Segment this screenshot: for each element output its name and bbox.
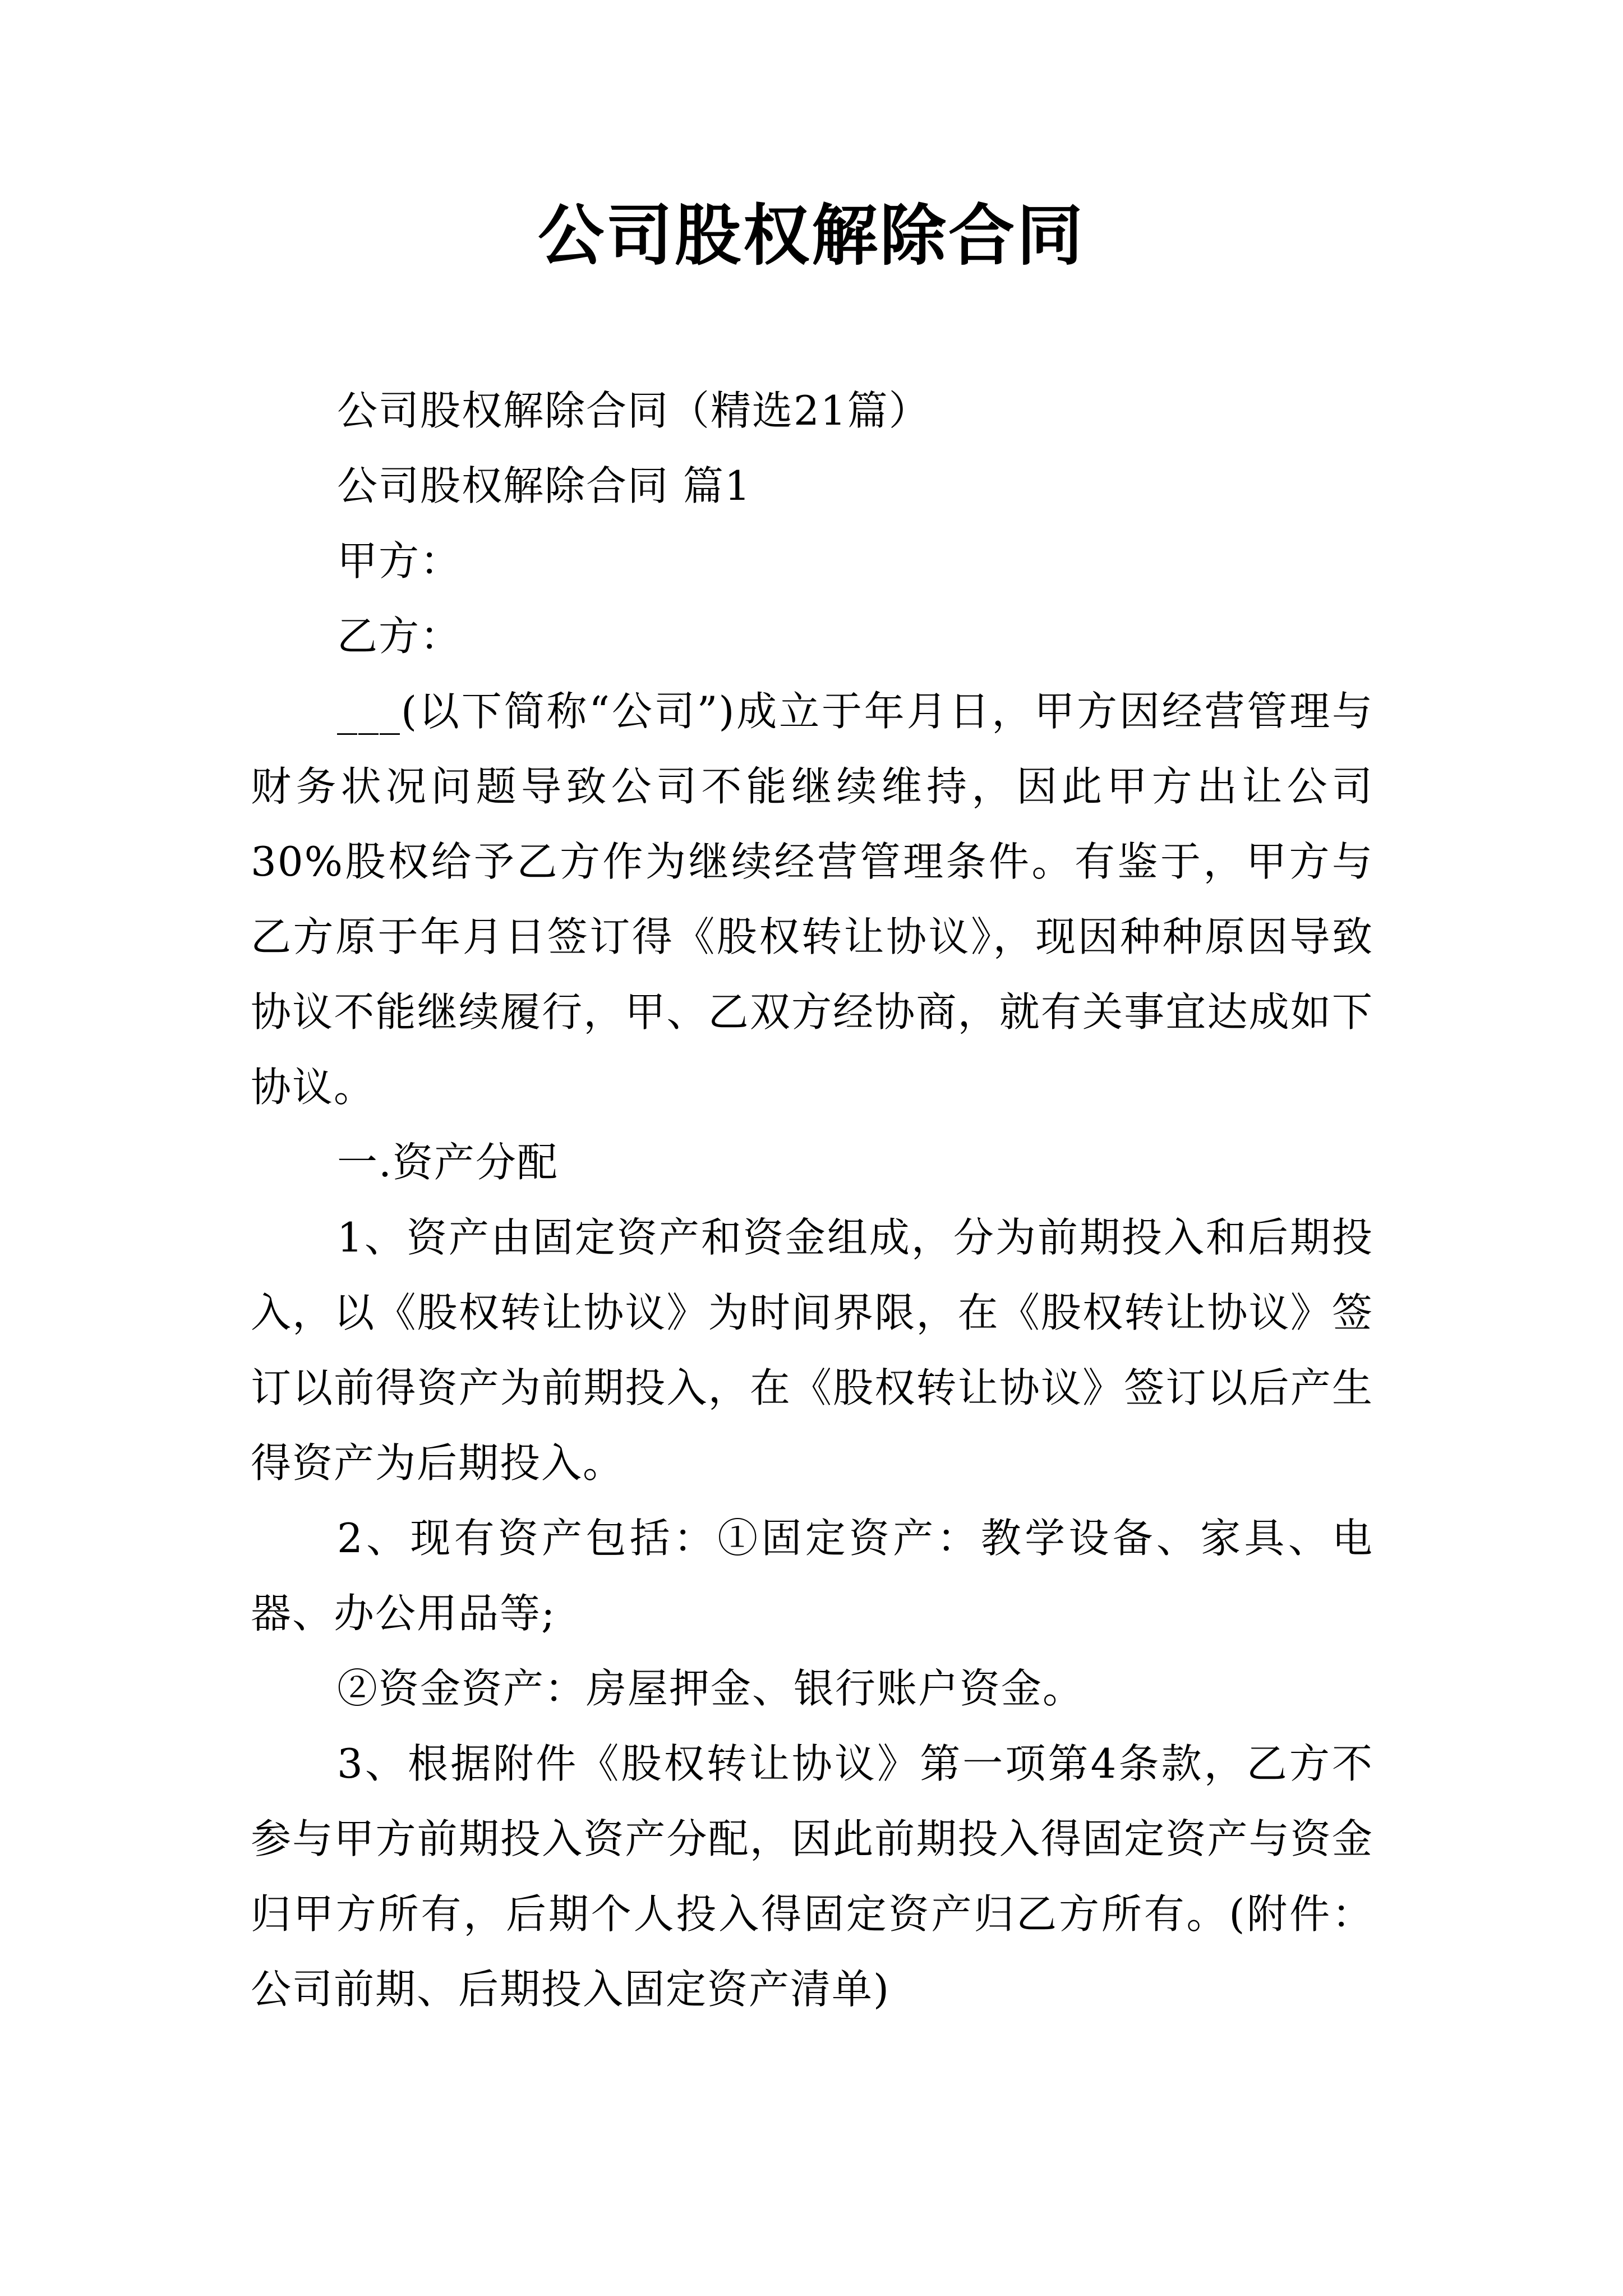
paragraph-subtitle: 公司股权解除合同（精选21篇） <box>337 387 930 434</box>
paragraph-clause-2: 2、现有资产包括：①固定资产：教学设备、家具、电器、办公用品等; <box>251 1515 1373 1637</box>
paragraph-clause-1: 1、资产由固定资产和资金组成，分为前期投入和后期投入，以《股权转让协议》为时间界限，在《股权转让协议》签订以前得资产为前期投入，在《股权转让协议》签订以后产生得资产为后期投入。 <box>251 1214 1373 1487</box>
paragraph-party-b: 乙方： <box>337 613 462 660</box>
paragraph-clause-2-cont: ②资金资产：房屋押金、银行账户资金。 <box>337 1665 1085 1712</box>
paragraph-party-a: 甲方： <box>337 537 462 585</box>
paragraph-part-heading: 公司股权解除合同 篇1 <box>337 462 751 509</box>
document-body <box>251 373 1373 2027</box>
paragraph-section-heading: 一.资产分配 <box>337 1139 559 1186</box>
document-title: 公司股权解除合同 <box>537 196 1085 274</box>
paragraph-clause-3: 3、根据附件《股权转让协议》第一项第4条款，乙方不参与甲方前期投入资产分配，因此前期投入得固定资产与资金归甲方所有，后期个人投入得固定资产归乙方所有。(附件：公司前期、后期投入固定资产清单) <box>251 1740 1373 2013</box>
paragraph-preamble: ___(以下简称“公司”)成立于年月日，甲方因经营管理与财务状况问题导致公司不能继续维持，因此甲方出让公司30%股权给予乙方作为继续经营管理条件。有鉴于，甲方与乙方原于年月日签订得《股权转让协议》，现因种种原因导致协议不能继续履行，甲、乙双方经协商，就有关事宜达成如下协议。 <box>251 688 1373 1111</box>
